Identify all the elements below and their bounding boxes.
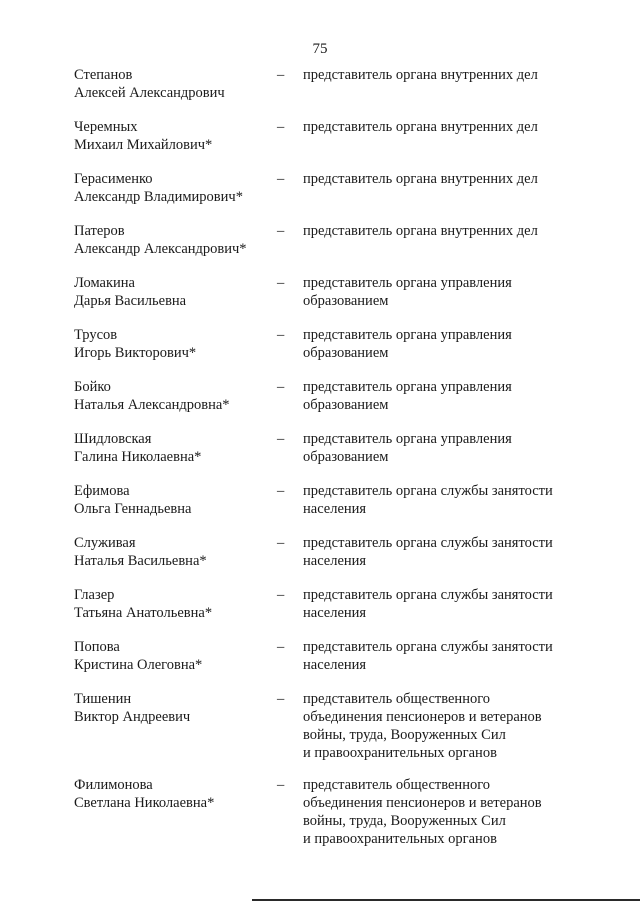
member-name	[74, 222, 264, 258]
member-surname: Трусов	[74, 327, 118, 343]
member-role	[303, 274, 603, 310]
member-name	[74, 586, 264, 622]
member-surname: Попова	[74, 639, 120, 655]
member-role-line: представитель органа внутренних дел	[303, 171, 538, 187]
member-role-line: войны, труда, Вооруженных Сил	[303, 727, 506, 743]
dash-separator: –	[277, 67, 285, 83]
dash-separator: –	[277, 119, 285, 135]
member-role	[303, 776, 603, 848]
member-role-line: представитель органа внутренних дел	[303, 119, 538, 135]
member-role-line: населения	[303, 605, 367, 621]
member-surname: Патеров	[74, 223, 125, 239]
member-role-line: образованием	[303, 397, 389, 413]
member-surname: Шидловская	[74, 431, 152, 447]
member-role	[303, 586, 603, 622]
member-surname: Служивая	[74, 535, 136, 551]
member-role-line: населения	[303, 657, 367, 673]
dash-separator: –	[277, 483, 285, 499]
member-role	[303, 378, 603, 414]
member-role	[303, 638, 603, 674]
member-given-names: Кристина Олеговна*	[74, 657, 203, 673]
member-role	[303, 66, 603, 84]
member-role-line: войны, труда, Вооруженных Сил	[303, 813, 506, 829]
member-role-line: объединения пенсионеров и ветеранов	[303, 709, 542, 725]
dash-separator: –	[277, 777, 285, 793]
member-role-line: образованием	[303, 293, 389, 309]
member-name	[74, 690, 264, 726]
page-bottom-rule	[252, 899, 640, 901]
member-role-line: населения	[303, 501, 367, 517]
member-role-line: представитель органа службы занятости	[303, 483, 553, 499]
member-role	[303, 430, 603, 466]
member-surname: Бойко	[74, 379, 111, 395]
member-given-names: Михаил Михайлович*	[74, 137, 213, 153]
member-role	[303, 170, 603, 188]
member-given-names: Александр Александрович*	[74, 241, 247, 257]
dash-separator: –	[277, 327, 285, 343]
dash-separator: –	[277, 691, 285, 707]
member-name	[74, 430, 264, 466]
member-role	[303, 118, 603, 136]
member-given-names: Наталья Александровна*	[74, 397, 230, 413]
member-role-line: представитель органа службы занятости	[303, 639, 553, 655]
dash-separator: –	[277, 535, 285, 551]
member-role-line: представитель органа внутренних дел	[303, 67, 538, 83]
member-surname: Ефимова	[74, 483, 130, 499]
member-role-line: представитель органа управления	[303, 275, 512, 291]
dash-separator: –	[277, 275, 285, 291]
member-role-line: и правоохранительных органов	[303, 745, 497, 761]
page-number: 75	[312, 41, 328, 57]
member-name	[74, 534, 264, 570]
member-name	[74, 326, 264, 362]
member-role-line: представитель общественного	[303, 691, 491, 707]
member-role	[303, 482, 603, 518]
member-given-names: Дарья Васильевна	[74, 293, 187, 309]
member-name	[74, 118, 264, 154]
member-role-line: представитель органа внутренних дел	[303, 223, 538, 239]
dash-separator: –	[277, 223, 285, 239]
member-role-line: представитель органа управления	[303, 379, 512, 395]
member-given-names: Игорь Викторович*	[74, 345, 197, 361]
member-surname: Ломакина	[74, 275, 135, 291]
member-role-line: представитель органа управления	[303, 431, 512, 447]
member-role-line: представитель органа управления	[303, 327, 512, 343]
member-role-line: населения	[303, 553, 367, 569]
member-given-names: Татьяна Анатольевна*	[74, 605, 213, 621]
member-name	[74, 274, 264, 310]
member-given-names: Александр Владимирович*	[74, 189, 243, 205]
member-name	[74, 170, 264, 206]
dash-separator: –	[277, 431, 285, 447]
member-role-line: образованием	[303, 449, 389, 465]
member-name	[74, 66, 264, 102]
member-given-names: Алексей Александрович	[74, 85, 225, 101]
member-role	[303, 534, 603, 570]
member-given-names: Галина Николаевна*	[74, 449, 202, 465]
member-given-names: Наталья Васильевна*	[74, 553, 207, 569]
member-role-line: образованием	[303, 345, 389, 361]
member-role-line: представитель органа службы занятости	[303, 535, 553, 551]
dash-separator: –	[277, 171, 285, 187]
member-surname: Тишенин	[74, 691, 132, 707]
member-role-line: представитель органа службы занятости	[303, 587, 553, 603]
member-given-names: Светлана Николаевна*	[74, 795, 215, 811]
member-given-names: Виктор Андреевич	[74, 709, 191, 725]
member-surname: Филимонова	[74, 777, 153, 793]
dash-separator: –	[277, 639, 285, 655]
member-name	[74, 482, 264, 518]
member-role	[303, 222, 603, 240]
dash-separator: –	[277, 587, 285, 603]
member-given-names: Ольга Геннадьевна	[74, 501, 192, 517]
member-role-line: и правоохранительных органов	[303, 831, 497, 847]
member-name	[74, 378, 264, 414]
member-role-line: объединения пенсионеров и ветеранов	[303, 795, 542, 811]
member-name	[74, 638, 264, 674]
member-surname: Степанов	[74, 67, 133, 83]
dash-separator: –	[277, 379, 285, 395]
member-name	[74, 776, 264, 812]
member-surname: Черемных	[74, 119, 138, 135]
member-role-line: представитель общественного	[303, 777, 491, 793]
member-surname: Глазер	[74, 587, 115, 603]
member-role	[303, 690, 603, 762]
member-role	[303, 326, 603, 362]
member-surname: Герасименко	[74, 171, 153, 187]
